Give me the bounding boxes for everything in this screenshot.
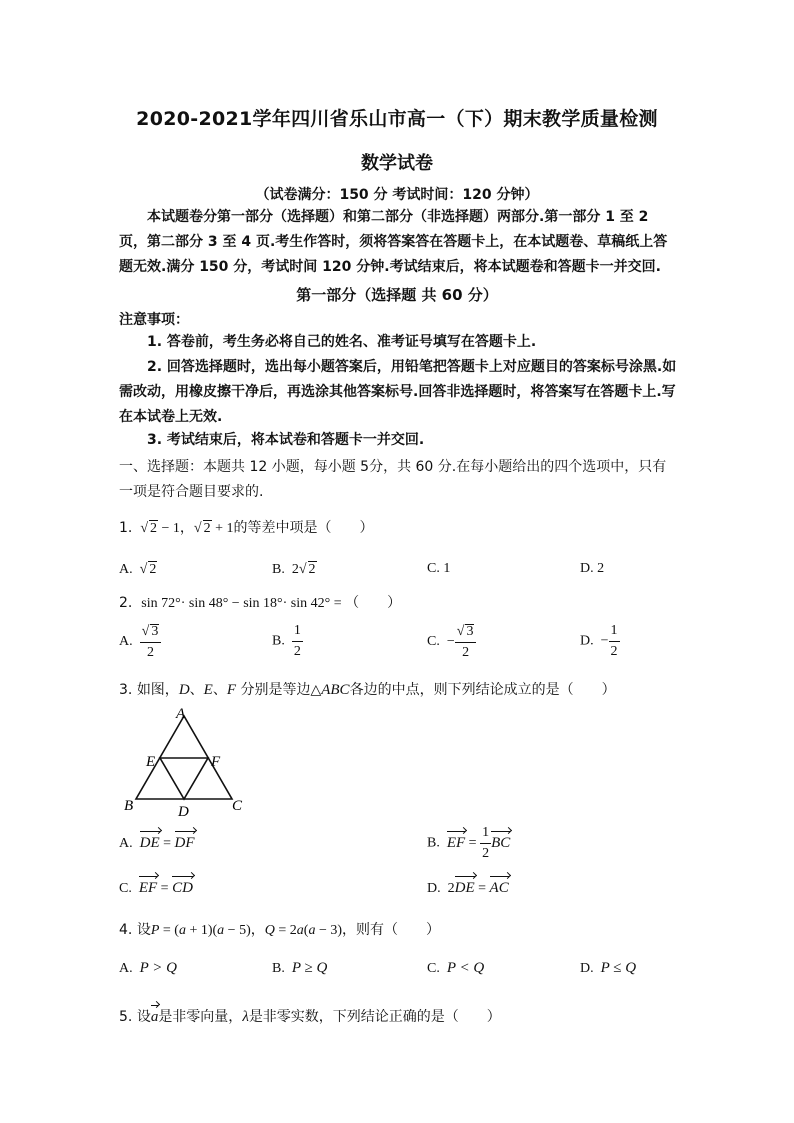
question-number: 5. — [119, 1009, 133, 1025]
q2-option-a[interactable]: A. $\frac{√ 3}{2}$ — [119, 624, 161, 660]
q2-expression: sin 72°· sin 48° − sin 18°· sin 42° = （ ） — [141, 596, 402, 611]
question-number: 2. — [119, 595, 133, 611]
note-item-3: 3. 考试结束后，将本试卷和答题卡一并交回. — [147, 432, 425, 448]
q2-option-d[interactable]: D. − $\frac{1}{2}$ — [580, 623, 618, 659]
q3-option-b[interactable]: B. EF = $\frac{1}{2}$ BC — [427, 825, 511, 861]
triangle-def — [160, 758, 208, 799]
triangle-figure — [118, 700, 258, 822]
q2-option-c[interactable]: C. − $\frac{√ 3}{2}$ — [427, 624, 476, 660]
question-3: 3. 如图，D、E、F 分别是等边△ABC各边的中点，则下列结论成立的是（ ） — [119, 682, 616, 698]
question-4: 4. 设P = (a + 1)(a − 5)，Q = 2a(a − 3)，则有（ ） — [119, 922, 440, 938]
section-instruction: 一、选择题：本题共 12 小题，每小题 5分，共 60 分.在每小题给出的四个选项中，只有一项是符合题目要求的. — [119, 459, 667, 500]
q1-text: 的等差中项是（ ） — [233, 520, 374, 536]
label-d: D — [178, 804, 189, 820]
note-item-1: 1. 答卷前，考生务必将自己的姓名、准考证号填写在答题卡上. — [147, 334, 537, 350]
question-5: 5. 设a是非零向量，λ是非零实数，下列结论正确的是（ ） — [119, 1009, 501, 1025]
q1-option-b[interactable]: B. 2√ 2 — [272, 562, 316, 577]
question-number: 1. — [119, 520, 133, 536]
page-title: 2020-2021学年四川省乐山市高一（下）期末教学质量检测 — [136, 108, 658, 130]
q3-option-c[interactable]: C. EF = CD — [119, 880, 193, 896]
q4-option-b[interactable]: B. P ≥ Q — [272, 960, 328, 976]
label-b: B — [124, 798, 134, 814]
part1-heading: 第一部分（选择题 共 60 分） — [296, 286, 498, 304]
label-f: F — [211, 754, 221, 770]
q2-option-b[interactable]: B. $\frac{1}{2}$ — [272, 623, 301, 659]
question-2 — [119, 592, 401, 612]
page-subtitle: 数学试卷 — [361, 153, 433, 174]
label-c: C — [232, 798, 243, 814]
q1-option-a[interactable]: A. √ 2 — [119, 562, 157, 577]
q4-option-c[interactable]: C. P < Q — [427, 960, 485, 976]
question-number: 4. — [119, 922, 133, 938]
q4-option-a[interactable]: A. P > Q — [119, 960, 177, 976]
q1-expression: √ 2 − 1，√ 2 + 1 — [136, 521, 234, 536]
question-number: 3. — [119, 682, 133, 698]
q3-option-d[interactable]: D. 2DE = AC — [427, 880, 509, 896]
q4-option-d[interactable]: D. P ≤ Q — [580, 960, 637, 976]
notes-heading: 注意事项： — [119, 312, 189, 328]
note-item-2: 2. 回答选择题时，选出每小题答案后，用铅笔把答题卡上对应题目的答案标号涂黑.如需改动，用橡皮擦干净后，再选涂其他答案标号.回答非选择题时，将答案写在答题卡上.写在本试卷上无效. — [119, 359, 677, 425]
question-1 — [119, 517, 374, 537]
q1-option-d[interactable]: D. 2 — [580, 561, 605, 576]
exam-meta: （试卷满分：150 分 考试时间：120 分钟） — [255, 187, 539, 203]
q4-expression: P = (a + 1)(a − 5)，Q = 2a(a − 3) — [150, 923, 342, 938]
intro-paragraph: 本试题卷分第一部分（选择题）和第二部分（非选择题）两部分.第一部分 1 至 2 页，第二部分 3 至 4 页.考生作答时，须将答案答在答题卡上，在本试题卷、草稿纸上答题无效.满分 150 分，考试时间 120 分钟.考试结束后，将本试题卷和答题卡一并交回. — [119, 209, 668, 275]
q1-option-c[interactable]: C. 1 — [427, 561, 451, 576]
label-a: A — [176, 706, 186, 722]
q3-option-a[interactable]: A. DE = DF — [119, 835, 195, 851]
label-e: E — [146, 754, 156, 770]
